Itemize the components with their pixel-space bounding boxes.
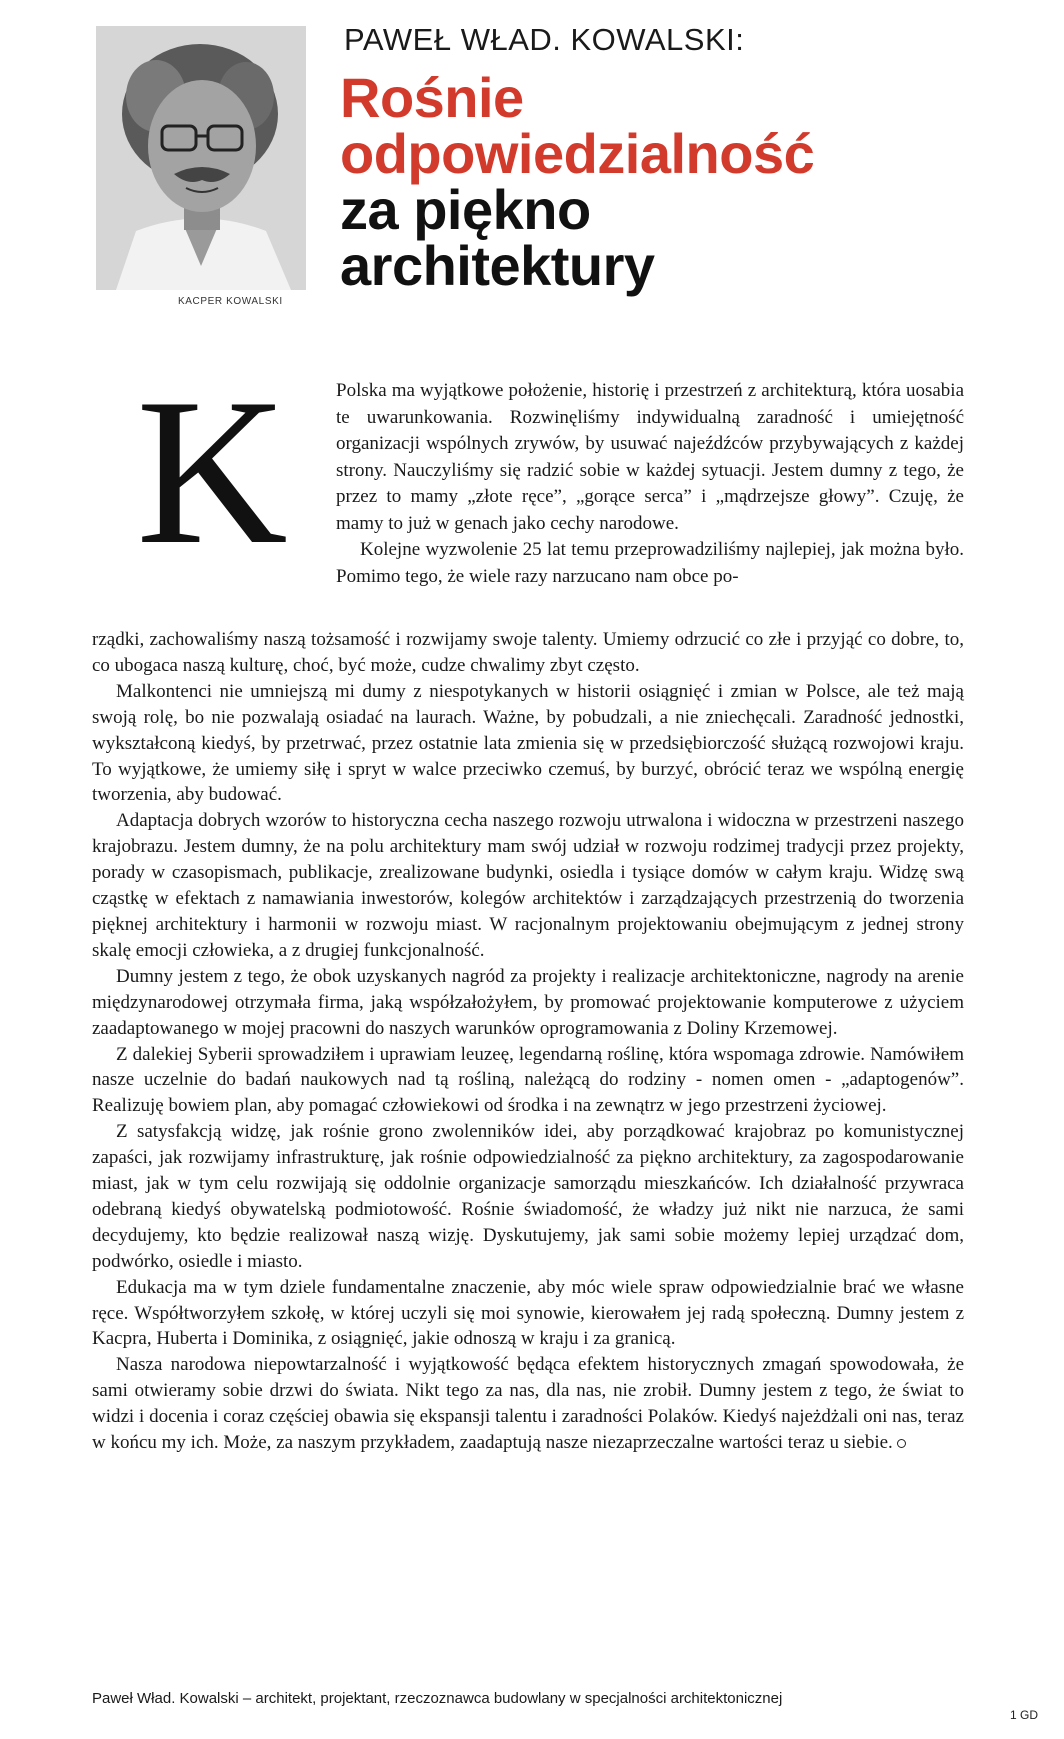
paragraph-2-continued: rządki, zachowaliśmy naszą tożsamość i rozwijamy swoje talenty. Umiemy odrzucić co złe i przyjąć co dobre, to, co ubogaca naszą kulturę, choć, być może, cudze chwalimy zbyt często. xyxy=(92,629,964,676)
headline-line-2: odpowiedzialność xyxy=(340,122,815,185)
lead-paragraphs xyxy=(336,378,964,590)
paragraph-4: Adaptacja dobrych wzorów to historyczna cecha naszego rozwoju utrwalona i widoczna w przestrzeni naszego krajobrazu. Jestem dumny, że na polu architektury mam swój udział w rozwoju rodzimej tradycji przez projekty, porady w czasopismach, publikacje, zrealizowane budynki, osiedla i tysiące domów w całym kraju. Widzę swą cząstkę w efektach z namawiania inwestorów, kolegów architektów i zarządzających przestrzenią do tworzenia pięknej architektury i harmonii w rozwoju miast. W racjonalnym projektowaniu obejmującym z jednej strony skalę emocji człowieka, a z drugiej funkcjonalność. xyxy=(92,810,964,961)
paragraph-9 xyxy=(92,1352,964,1456)
article-headline xyxy=(340,66,960,297)
author-photo xyxy=(96,26,306,290)
paragraph-3: Malkontenci nie umniejszą mi dumy z niespotykanych w historii osiągnięć i zmian w Polsce, ale też mają swoją rolę, bo nie pozwalają osiadać na laurach. Ważne, by pobudzali, a nie zniechęcali. Zaradność jednostki, wykształconą kiedyś, by przetrwać, przez ostatnie lata zmienia się w przedsiębiorczość służącą rozwojowi kraju. To wyjątkowe, że umiemy siłę i spryt w walce przeciwko czemuś, by burzyć, obrócić teraz we wspólną energię tworzenia, aby budować. xyxy=(92,680,964,806)
photo-credit: KACPER KOWALSKI xyxy=(178,296,283,307)
paragraph-1: Polska ma wyjątkowe położenie, historię i przestrzeń z architekturą, która uosabia te uwarunkowania. Rozwinęliśmy indywidualną zaradność i umiejętność organizacji wspólnych zrywów, by usuwać najeźdźców przybywających z każdej strony. Nauczyliśmy się radzić sobie w każdej sytuacji. Jestem dumny z tego, że przez to mamy „złote ręce”, „gorące serca” i „mądrzejsze głowy”. Czuję, że mamy to już w genach jako cechy narodowe. xyxy=(336,380,964,534)
headline-line-4: architektury xyxy=(340,234,655,297)
page-reference: 1 GD xyxy=(1010,1708,1039,1722)
end-of-article-icon xyxy=(897,1439,906,1448)
paragraph-2-start: Kolejne wyzwolenie 25 lat temu przeprowadziliśmy najlepiej, jak można było. Pomimo tego, że wiele razy narzucano nam obce po- xyxy=(336,539,964,587)
paragraph-9-text: Nasza narodowa niepowtarzalność i wyjątkowość będąca efektem historycznych zmagań spowodowała, że sami otwieramy sobie drzwi do świata. Nikt tego za nas, dla nas, nie zrobił. Dumny jestem z tego, że świat to widzi i docenia i coraz częściej obawia się ekspansji talentu i zaradności Polaków. Kiedyś najeżdżali oni nas, teraz w końcu my ich. Może, za naszym przykładem, zaadaptują nasze niezaprzeczalne wartości teraz u siebie. xyxy=(92,1354,964,1454)
headline-line-1: Rośnie xyxy=(340,66,524,129)
headline-line-3: za piękno xyxy=(340,178,591,241)
article-body xyxy=(92,627,964,1456)
portrait-photo xyxy=(96,26,306,290)
article-author-heading: PAWEŁ WŁAD. KOWALSKI: xyxy=(344,22,745,57)
paragraph-5: Dumny jestem z tego, że obok uzyskanych nagród za projekty i realizacje architektoniczne, nagrody na arenie międzynarodowej otrzymała firma, jaką współzałożyłem, by promować projektowanie komputerowe z użyciem zaadaptowanego w mojej pracowni do naszych warunków oprogramowania z Doliny Krzemowej. xyxy=(92,965,964,1039)
paragraph-8: Edukacja ma w tym dziele fundamentalne znaczenie, aby móc wiele spraw odpowiedzialnie brać we własne ręce. Współtworzyłem szkołę, w której uczyli się moi synowie, kierowałem jej radą społeczną. Dumny jestem z Kacpra, Huberta i Dominika, z osiągnięć, jakie odnoszą w kraju i za granicą. xyxy=(92,1276,964,1350)
paragraph-6: Z dalekiej Syberii sprowadziłem i uprawiam leuzeę, legendarną roślinę, która wspomaga zdrowie. Namówiłem nasze uczelnie do badań naukowych nad tą rośliną, należącą do rodziny - nomen omen - „adaptogenów”. Realizuję bowiem plan, aby pomagać człowiekowi od środka i na zewnątrz w jego przestrzeni życiowej. xyxy=(92,1043,964,1117)
drop-cap: K xyxy=(136,356,288,588)
paragraph-7: Z satysfakcją widzę, jak rośnie grono zwolenników idei, aby porządkować krajobraz po komunistycznej zapaści, jak rozwijamy infrastrukturę, jak rośnie odpowiedzialność za piękno architektury, za zagospodarowanie miast, jak w tym celu rozwijają się oddolnie organizacje samorządu mieszkańców. Ich działalność przywraca odebraną kiedyś obywatelską podmiotowość. Rośnie świadomość, że władzy już nikt nie narzuca, że sami decydujemy, kto będzie realizował naszą wizję. Dyskutujemy, jak sami sobie możemy lepiej urządzać dom, podwórko, osiedle i miasto. xyxy=(92,1121,964,1272)
author-bio: Paweł Wład. Kowalski – architekt, projektant, rzeczoznawca budowlany w specjalności architektonicznej xyxy=(92,1690,783,1707)
